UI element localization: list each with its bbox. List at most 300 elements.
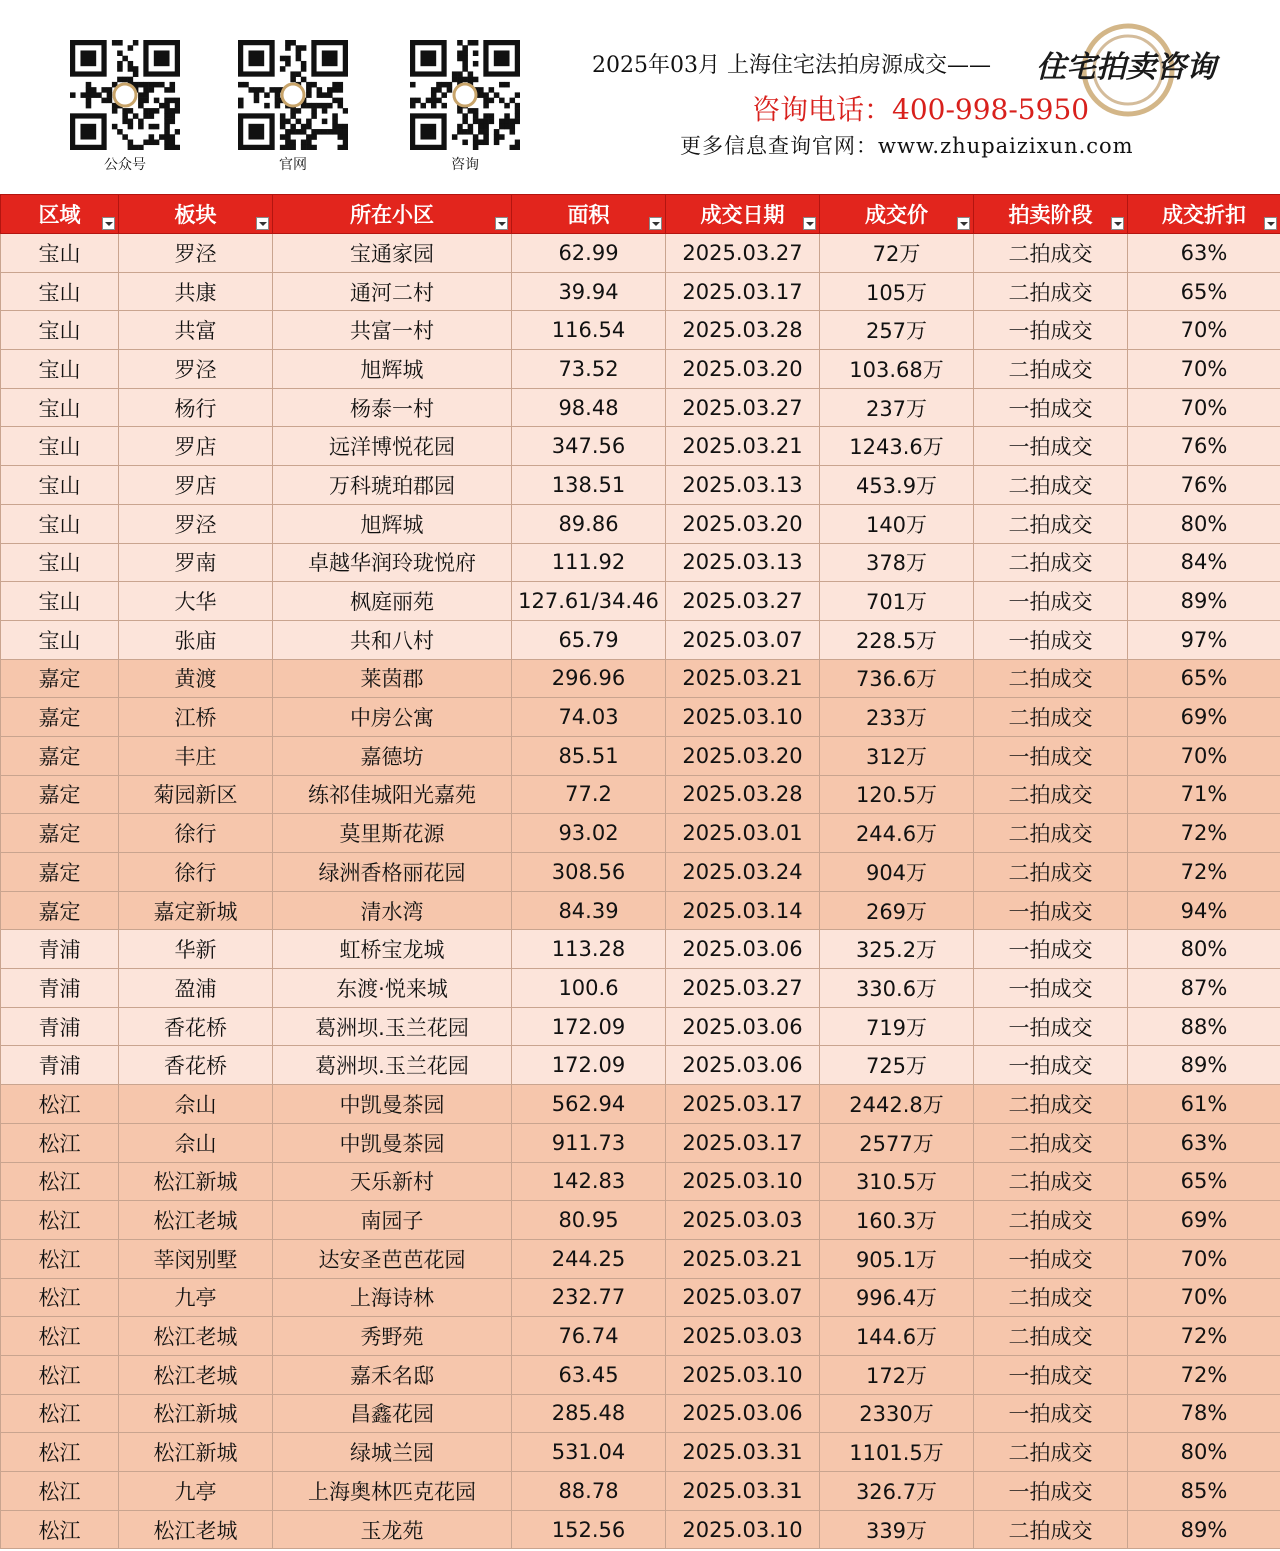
date-cell: 2025.03.13: [666, 466, 820, 505]
area-cell: 丰庄: [119, 736, 273, 775]
stage-cell: 一拍成交: [974, 1394, 1128, 1433]
stage-cell: 一拍成交: [974, 620, 1128, 659]
stage-cell: 二拍成交: [974, 1085, 1128, 1124]
price-cell: 228.5万: [820, 620, 974, 659]
table-row[interactable]: [1, 1510, 1280, 1549]
area-cell: 佘山: [119, 1123, 273, 1162]
discount-cell: 63%: [1128, 234, 1280, 273]
discount-cell: 71%: [1128, 775, 1280, 814]
discount-cell: 89%: [1128, 1510, 1280, 1549]
community-cell: 昌鑫花园: [273, 1394, 512, 1433]
area-cell: 共康: [119, 272, 273, 311]
community-cell: 卓越华润玲珑悦府: [273, 543, 512, 582]
district-cell: 嘉定: [1, 736, 119, 775]
discount-cell: 80%: [1128, 1433, 1280, 1472]
discount-cell: 72%: [1128, 853, 1280, 892]
qr-official-account[interactable]: [70, 40, 180, 174]
price-cell: 453.9万: [820, 466, 974, 505]
district-cell: 嘉定: [1, 775, 119, 814]
filter-dropdown-icon[interactable]: [1111, 217, 1124, 230]
table-row[interactable]: [1, 427, 1280, 466]
stage-cell: 二拍成交: [974, 1201, 1128, 1240]
stage-cell: 二拍成交: [974, 272, 1128, 311]
community-cell: 虹桥宝龙城: [273, 930, 512, 969]
table-row[interactable]: [1, 1472, 1280, 1511]
area-cell: 罗泾: [119, 350, 273, 389]
area-cell: 松江新城: [119, 1162, 273, 1201]
size-cell: 285.48: [512, 1394, 666, 1433]
community-cell: 共富一村: [273, 311, 512, 350]
date-cell: 2025.03.20: [666, 504, 820, 543]
date-cell: 2025.03.06: [666, 1394, 820, 1433]
district-cell: 青浦: [1, 930, 119, 969]
size-cell: 232.77: [512, 1278, 666, 1317]
size-cell: 85.51: [512, 736, 666, 775]
stage-cell: 一拍成交: [974, 1007, 1128, 1046]
date-cell: 2025.03.10: [666, 1510, 820, 1549]
size-cell: 93.02: [512, 814, 666, 853]
community-cell: 玉龙苑: [273, 1510, 512, 1549]
price-cell: 269万: [820, 891, 974, 930]
qr-consult[interactable]: [410, 40, 520, 174]
discount-cell: 78%: [1128, 1394, 1280, 1433]
qr-website[interactable]: [238, 40, 348, 174]
area-cell: 九亭: [119, 1278, 273, 1317]
stage-cell: 二拍成交: [974, 698, 1128, 737]
table-row[interactable]: [1, 1355, 1280, 1394]
qr-code-icon: [70, 40, 180, 150]
column-header[interactable]: 板块: [119, 195, 273, 234]
filter-dropdown-icon[interactable]: [649, 217, 662, 230]
area-cell: 华新: [119, 930, 273, 969]
price-cell: 339万: [820, 1510, 974, 1549]
table-row[interactable]: [1, 1317, 1280, 1356]
price-cell: 160.3万: [820, 1201, 974, 1240]
column-header[interactable]: 所在小区: [273, 195, 512, 234]
column-header[interactable]: 成交日期: [666, 195, 820, 234]
size-cell: 80.95: [512, 1201, 666, 1240]
district-cell: 宝山: [1, 582, 119, 621]
area-cell: 佘山: [119, 1085, 273, 1124]
stage-cell: 二拍成交: [974, 1433, 1128, 1472]
stage-cell: 二拍成交: [974, 504, 1128, 543]
price-cell: 244.6万: [820, 814, 974, 853]
size-cell: 89.86: [512, 504, 666, 543]
qr-caption: 咨询: [451, 157, 479, 173]
discount-cell: 72%: [1128, 1355, 1280, 1394]
size-cell: 296.96: [512, 659, 666, 698]
stage-cell: 二拍成交: [974, 466, 1128, 505]
price-cell: 326.7万: [820, 1472, 974, 1511]
district-cell: 宝山: [1, 311, 119, 350]
price-cell: 325.2万: [820, 930, 974, 969]
stage-cell: 二拍成交: [974, 1317, 1128, 1356]
date-cell: 2025.03.27: [666, 582, 820, 621]
price-cell: 120.5万: [820, 775, 974, 814]
size-cell: 62.99: [512, 234, 666, 273]
stage-cell: 二拍成交: [974, 1510, 1128, 1549]
consult-phone[interactable]: 咨询电话：400-998-5950: [752, 93, 1090, 126]
stage-cell: 二拍成交: [974, 814, 1128, 853]
community-cell: 绿洲香格丽花园: [273, 853, 512, 892]
size-cell: 111.92: [512, 543, 666, 582]
community-cell: 中凯曼茶园: [273, 1085, 512, 1124]
stage-cell: 一拍成交: [974, 1046, 1128, 1085]
area-cell: 共富: [119, 311, 273, 350]
filter-dropdown-icon[interactable]: [803, 217, 816, 230]
discount-cell: 70%: [1128, 1239, 1280, 1278]
filter-dropdown-icon[interactable]: [495, 217, 508, 230]
area-cell: 松江老城: [119, 1317, 273, 1356]
date-cell: 2025.03.03: [666, 1317, 820, 1356]
table-row[interactable]: [1, 1046, 1280, 1085]
date-cell: 2025.03.06: [666, 1007, 820, 1046]
qr-caption: 公众号: [104, 157, 146, 173]
date-cell: 2025.03.10: [666, 698, 820, 737]
district-cell: 松江: [1, 1510, 119, 1549]
table-row[interactable]: [1, 853, 1280, 892]
district-cell: 松江: [1, 1085, 119, 1124]
discount-cell: 69%: [1128, 1201, 1280, 1240]
date-cell: 2025.03.13: [666, 543, 820, 582]
stage-cell: 二拍成交: [974, 775, 1128, 814]
discount-cell: 65%: [1128, 1162, 1280, 1201]
stage-cell: 一拍成交: [974, 736, 1128, 775]
discount-cell: 69%: [1128, 698, 1280, 737]
district-cell: 松江: [1, 1201, 119, 1240]
date-cell: 2025.03.21: [666, 427, 820, 466]
discount-cell: 94%: [1128, 891, 1280, 930]
community-cell: 宝通家园: [273, 234, 512, 273]
size-cell: 74.03: [512, 698, 666, 737]
website-link[interactable]: 更多信息查询官网：www.zhupaizixun.com: [680, 134, 1134, 158]
stage-cell: 二拍成交: [974, 234, 1128, 273]
price-cell: 233万: [820, 698, 974, 737]
discount-cell: 61%: [1128, 1085, 1280, 1124]
area-cell: 大华: [119, 582, 273, 621]
stage-cell: 二拍成交: [974, 350, 1128, 389]
stage-cell: 一拍成交: [974, 1472, 1128, 1511]
size-cell: 98.48: [512, 388, 666, 427]
district-cell: 宝山: [1, 543, 119, 582]
size-cell: 88.78: [512, 1472, 666, 1511]
price-cell: 905.1万: [820, 1239, 974, 1278]
table-body: [1, 234, 1280, 1549]
stage-cell: 二拍成交: [974, 1123, 1128, 1162]
community-cell: 中房公寓: [273, 698, 512, 737]
district-cell: 嘉定: [1, 698, 119, 737]
table-row[interactable]: [1, 620, 1280, 659]
date-cell: 2025.03.21: [666, 659, 820, 698]
community-cell: 南园子: [273, 1201, 512, 1240]
date-cell: 2025.03.24: [666, 853, 820, 892]
date-cell: 2025.03.20: [666, 736, 820, 775]
area-cell: 松江新城: [119, 1433, 273, 1472]
community-cell: 莫里斯花源: [273, 814, 512, 853]
community-cell: 远洋博悦花园: [273, 427, 512, 466]
date-cell: 2025.03.27: [666, 234, 820, 273]
district-cell: 嘉定: [1, 659, 119, 698]
table-row[interactable]: [1, 466, 1280, 505]
district-cell: 松江: [1, 1123, 119, 1162]
price-cell: 736.6万: [820, 659, 974, 698]
size-cell: 39.94: [512, 272, 666, 311]
date-cell: 2025.03.17: [666, 1123, 820, 1162]
area-cell: 松江新城: [119, 1394, 273, 1433]
community-cell: 绿城兰园: [273, 1433, 512, 1472]
size-cell: 308.56: [512, 853, 666, 892]
price-cell: 237万: [820, 388, 974, 427]
stage-cell: 二拍成交: [974, 1278, 1128, 1317]
qr-code-icon: [410, 40, 520, 150]
table-row[interactable]: [1, 1162, 1280, 1201]
price-cell: 312万: [820, 736, 974, 775]
community-cell: 枫庭丽苑: [273, 582, 512, 621]
community-cell: 上海诗林: [273, 1278, 512, 1317]
date-cell: 2025.03.06: [666, 930, 820, 969]
district-cell: 宝山: [1, 620, 119, 659]
price-cell: 330.6万: [820, 969, 974, 1008]
community-cell: 莱茵郡: [273, 659, 512, 698]
discount-cell: 97%: [1128, 620, 1280, 659]
date-cell: 2025.03.17: [666, 272, 820, 311]
size-cell: 562.94: [512, 1085, 666, 1124]
qr-caption: 官网: [279, 157, 307, 173]
table-row[interactable]: [1, 311, 1280, 350]
stage-cell: 一拍成交: [974, 891, 1128, 930]
page-title: 2025年03月 上海住宅法拍房源成交——: [592, 53, 991, 78]
district-cell: 松江: [1, 1355, 119, 1394]
table-row[interactable]: [1, 930, 1280, 969]
stage-cell: 二拍成交: [974, 853, 1128, 892]
table-row[interactable]: [1, 814, 1280, 853]
community-cell: 旭辉城: [273, 350, 512, 389]
discount-cell: 85%: [1128, 1472, 1280, 1511]
discount-cell: 65%: [1128, 272, 1280, 311]
date-cell: 2025.03.01: [666, 814, 820, 853]
filter-dropdown-icon[interactable]: [256, 217, 269, 230]
district-cell: 宝山: [1, 504, 119, 543]
discount-cell: 87%: [1128, 969, 1280, 1008]
table-row[interactable]: [1, 504, 1280, 543]
table-row[interactable]: [1, 1433, 1280, 1472]
community-cell: 万科琥珀郡园: [273, 466, 512, 505]
table-row[interactable]: [1, 1278, 1280, 1317]
community-cell: 秀野苑: [273, 1317, 512, 1356]
size-cell: 531.04: [512, 1433, 666, 1472]
size-cell: 152.56: [512, 1510, 666, 1549]
district-cell: 青浦: [1, 969, 119, 1008]
date-cell: 2025.03.21: [666, 1239, 820, 1278]
discount-cell: 70%: [1128, 388, 1280, 427]
stage-cell: 一拍成交: [974, 969, 1128, 1008]
area-cell: 罗泾: [119, 504, 273, 543]
discount-cell: 80%: [1128, 930, 1280, 969]
table-row[interactable]: [1, 891, 1280, 930]
size-cell: 116.54: [512, 311, 666, 350]
table-row[interactable]: [1, 1201, 1280, 1240]
discount-cell: 72%: [1128, 814, 1280, 853]
price-cell: 2442.8万: [820, 1085, 974, 1124]
price-cell: 72万: [820, 234, 974, 273]
discount-cell: 70%: [1128, 350, 1280, 389]
district-cell: 松江: [1, 1394, 119, 1433]
community-cell: 练祁佳城阳光嘉苑: [273, 775, 512, 814]
discount-cell: 76%: [1128, 466, 1280, 505]
district-cell: 嘉定: [1, 814, 119, 853]
column-header[interactable]: 成交价: [820, 195, 974, 234]
district-cell: 嘉定: [1, 853, 119, 892]
discount-cell: 72%: [1128, 1317, 1280, 1356]
price-cell: 701万: [820, 582, 974, 621]
size-cell: 911.73: [512, 1123, 666, 1162]
area-cell: 杨行: [119, 388, 273, 427]
size-cell: 244.25: [512, 1239, 666, 1278]
table-row[interactable]: [1, 234, 1280, 273]
filter-dropdown-icon[interactable]: [102, 217, 115, 230]
community-cell: 中凯曼茶园: [273, 1123, 512, 1162]
size-cell: 113.28: [512, 930, 666, 969]
community-cell: 葛洲坝.玉兰花园: [273, 1007, 512, 1046]
column-header[interactable]: 面积: [512, 195, 666, 234]
district-cell: 松江: [1, 1317, 119, 1356]
date-cell: 2025.03.03: [666, 1201, 820, 1240]
price-cell: 257万: [820, 311, 974, 350]
price-cell: 725万: [820, 1046, 974, 1085]
discount-cell: 70%: [1128, 1278, 1280, 1317]
date-cell: 2025.03.27: [666, 388, 820, 427]
date-cell: 2025.03.20: [666, 350, 820, 389]
price-cell: 904万: [820, 853, 974, 892]
district-cell: 宝山: [1, 350, 119, 389]
district-cell: 宝山: [1, 466, 119, 505]
table-row[interactable]: [1, 698, 1280, 737]
size-cell: 63.45: [512, 1355, 666, 1394]
community-cell: 东渡·悦来城: [273, 969, 512, 1008]
date-cell: 2025.03.06: [666, 1046, 820, 1085]
table-row[interactable]: [1, 543, 1280, 582]
area-cell: 九亭: [119, 1472, 273, 1511]
table-header-row: [1, 195, 1280, 234]
date-cell: 2025.03.10: [666, 1355, 820, 1394]
district-cell: 宝山: [1, 427, 119, 466]
discount-cell: 70%: [1128, 311, 1280, 350]
size-cell: 172.09: [512, 1007, 666, 1046]
community-cell: 共和八村: [273, 620, 512, 659]
date-cell: 2025.03.28: [666, 775, 820, 814]
stage-cell: 一拍成交: [974, 311, 1128, 350]
size-cell: 100.6: [512, 969, 666, 1008]
discount-cell: 89%: [1128, 582, 1280, 621]
brand-name: 住宅拍卖咨询: [1036, 50, 1216, 85]
district-cell: 松江: [1, 1433, 119, 1472]
area-cell: 菊园新区: [119, 775, 273, 814]
size-cell: 77.2: [512, 775, 666, 814]
column-header[interactable]: 区域: [1, 195, 119, 234]
table-row[interactable]: [1, 350, 1280, 389]
price-cell: 1101.5万: [820, 1433, 974, 1472]
price-cell: 2577万: [820, 1123, 974, 1162]
community-cell: 旭辉城: [273, 504, 512, 543]
date-cell: 2025.03.07: [666, 1278, 820, 1317]
table-row[interactable]: [1, 1239, 1280, 1278]
table-row[interactable]: [1, 582, 1280, 621]
price-cell: 378万: [820, 543, 974, 582]
area-cell: 莘闵别墅: [119, 1239, 273, 1278]
discount-cell: 80%: [1128, 504, 1280, 543]
filter-dropdown-icon[interactable]: [1264, 217, 1277, 230]
district-cell: 嘉定: [1, 891, 119, 930]
community-cell: 葛洲坝.玉兰花园: [273, 1046, 512, 1085]
community-cell: 通河二村: [273, 272, 512, 311]
discount-cell: 88%: [1128, 1007, 1280, 1046]
size-cell: 76.74: [512, 1317, 666, 1356]
discount-cell: 84%: [1128, 543, 1280, 582]
area-cell: 张庙: [119, 620, 273, 659]
area-cell: 徐行: [119, 814, 273, 853]
discount-cell: 70%: [1128, 736, 1280, 775]
table-row[interactable]: [1, 1394, 1280, 1433]
area-cell: 罗南: [119, 543, 273, 582]
table-row[interactable]: [1, 272, 1280, 311]
table-row[interactable]: [1, 388, 1280, 427]
district-cell: 松江: [1, 1472, 119, 1511]
area-cell: 松江老城: [119, 1355, 273, 1394]
date-cell: 2025.03.10: [666, 1162, 820, 1201]
table-row[interactable]: [1, 659, 1280, 698]
community-cell: 清水湾: [273, 891, 512, 930]
price-cell: 996.4万: [820, 1278, 974, 1317]
filter-dropdown-icon[interactable]: [957, 217, 970, 230]
table-row[interactable]: [1, 1085, 1280, 1124]
area-cell: 罗泾: [119, 234, 273, 273]
area-cell: 香花桥: [119, 1007, 273, 1046]
discount-cell: 65%: [1128, 659, 1280, 698]
community-cell: 上海奥林匹克花园: [273, 1472, 512, 1511]
size-cell: 142.83: [512, 1162, 666, 1201]
discount-cell: 89%: [1128, 1046, 1280, 1085]
price-cell: 144.6万: [820, 1317, 974, 1356]
stage-cell: 一拍成交: [974, 388, 1128, 427]
area-cell: 松江老城: [119, 1510, 273, 1549]
stage-cell: 一拍成交: [974, 1239, 1128, 1278]
date-cell: 2025.03.31: [666, 1433, 820, 1472]
stage-cell: 二拍成交: [974, 659, 1128, 698]
table-row[interactable]: [1, 775, 1280, 814]
table-row[interactable]: [1, 736, 1280, 775]
area-cell: 罗店: [119, 466, 273, 505]
community-cell: 杨泰一村: [273, 388, 512, 427]
table-row[interactable]: [1, 1007, 1280, 1046]
auction-deals-table: [0, 194, 1280, 1549]
size-cell: 127.61/34.46: [512, 582, 666, 621]
page-header: [0, 0, 1280, 194]
area-cell: 徐行: [119, 853, 273, 892]
price-cell: 105万: [820, 272, 974, 311]
table-row[interactable]: [1, 969, 1280, 1008]
area-cell: 香花桥: [119, 1046, 273, 1085]
size-cell: 347.56: [512, 427, 666, 466]
column-header[interactable]: 成交折扣: [1128, 195, 1280, 234]
stage-cell: 二拍成交: [974, 543, 1128, 582]
table-row[interactable]: [1, 1123, 1280, 1162]
date-cell: 2025.03.27: [666, 969, 820, 1008]
size-cell: 172.09: [512, 1046, 666, 1085]
community-cell: 嘉禾名邸: [273, 1355, 512, 1394]
column-header[interactable]: 拍卖阶段: [974, 195, 1128, 234]
price-cell: 719万: [820, 1007, 974, 1046]
stage-cell: 一拍成交: [974, 427, 1128, 466]
